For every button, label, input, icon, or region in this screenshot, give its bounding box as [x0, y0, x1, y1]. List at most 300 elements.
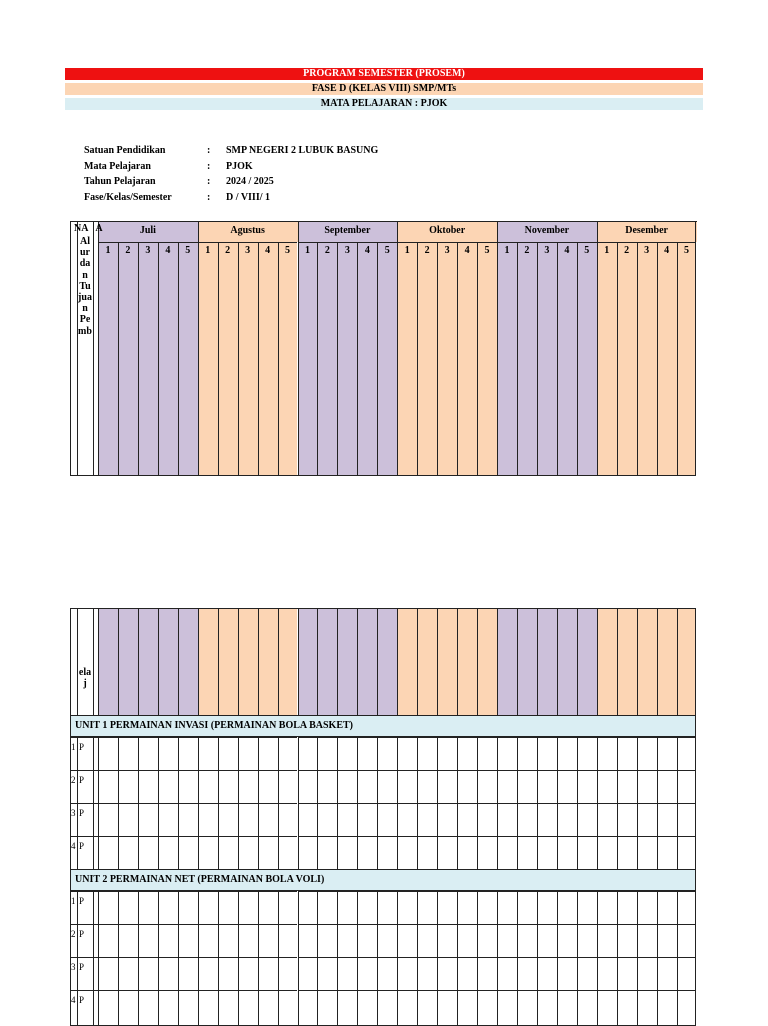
schedule-cell — [198, 990, 218, 1026]
week-label: 4 — [364, 245, 370, 256]
schedule-cell — [357, 957, 377, 990]
schedule-cell — [597, 770, 617, 803]
schedule-cell — [517, 990, 537, 1026]
schedule-cell — [118, 803, 138, 836]
week-label: 4 — [464, 245, 470, 256]
schedule-cell — [397, 803, 417, 836]
row-p-label: P — [79, 742, 85, 752]
schedule-cell — [537, 957, 557, 990]
alur-vertical-text: elaj — [78, 667, 92, 690]
week-column-cell — [298, 608, 318, 715]
schedule-cell — [278, 957, 298, 990]
page-title: PROGRAM SEMESTER (PROSEM) — [65, 68, 703, 80]
schedule-cell — [657, 737, 677, 770]
week-column-cell — [218, 242, 238, 475]
schedule-cell — [457, 924, 477, 957]
schedule-cell — [617, 770, 637, 803]
schedule-cell — [298, 891, 318, 924]
schedule-cell — [357, 737, 377, 770]
schedule-cell — [537, 990, 557, 1026]
schedule-cell — [417, 836, 437, 869]
schedule-cell — [238, 803, 258, 836]
unit-header-row: UNIT 2 PERMAINAN NET (PERMAINAN BOLA VOLI) — [70, 869, 696, 891]
schedule-cell — [178, 737, 198, 770]
week-column-cell — [198, 608, 218, 715]
schedule-cell — [477, 891, 497, 924]
schedule-cell — [317, 924, 337, 957]
schedule-cell — [557, 737, 577, 770]
schedule-cell — [437, 924, 457, 957]
week-column-cell — [657, 608, 677, 715]
schedule-cell — [577, 836, 597, 869]
week-label: 5 — [185, 245, 191, 256]
schedule-cell — [557, 990, 577, 1026]
week-column-cell — [258, 608, 278, 715]
schedule-cell — [118, 924, 138, 957]
schedule-cell — [258, 990, 278, 1026]
schedule-cell — [617, 803, 637, 836]
week-column-cell — [118, 608, 138, 715]
schedule-cell — [557, 836, 577, 869]
schedule-cell — [577, 770, 597, 803]
week-column-cell — [677, 242, 697, 475]
row-number: 1 — [71, 742, 76, 752]
schedule-cell — [298, 924, 318, 957]
row-p-label: P — [79, 808, 85, 818]
schedule-cell — [178, 924, 198, 957]
week-column-cell — [517, 242, 537, 475]
schedule-cell — [298, 737, 318, 770]
schedule-cell — [317, 957, 337, 990]
schedule-cell — [317, 891, 337, 924]
row-p-label: P — [79, 896, 85, 906]
schedule-cell — [238, 924, 258, 957]
schedule-cell — [637, 990, 657, 1026]
schedule-cell — [198, 737, 218, 770]
schedule-cell — [377, 891, 397, 924]
row-number: 3 — [71, 962, 76, 972]
schedule-cell — [497, 990, 517, 1026]
schedule-cell — [158, 737, 178, 770]
schedule-cell — [218, 737, 238, 770]
schedule-cell — [417, 957, 437, 990]
schedule-cell — [657, 803, 677, 836]
week-label: 4 — [165, 245, 171, 256]
week-label: 1 — [304, 245, 310, 256]
schedule-cell — [457, 836, 477, 869]
row-number: 2 — [71, 775, 76, 785]
schedule-cell — [218, 924, 238, 957]
schedule-cell — [597, 836, 617, 869]
week-column-cell — [597, 242, 617, 475]
week-label: 3 — [145, 245, 151, 256]
week-column-cell — [617, 608, 637, 715]
schedule-cell — [118, 770, 138, 803]
schedule-cell — [457, 990, 477, 1026]
schedule-cell — [377, 737, 397, 770]
schedule-cell — [158, 891, 178, 924]
week-column-cell — [158, 242, 178, 475]
schedule-cell — [617, 924, 637, 957]
week-column-cell — [457, 608, 477, 715]
schedule-cell — [577, 803, 597, 836]
schedule-cell — [357, 770, 377, 803]
week-column-cell — [417, 242, 437, 475]
schedule-cell — [138, 770, 158, 803]
schedule-cell — [98, 924, 118, 957]
week-column-cell — [298, 242, 318, 475]
schedule-cell — [278, 737, 298, 770]
schedule-cell — [258, 924, 278, 957]
schedule-cell — [138, 990, 158, 1026]
schedule-cell — [577, 990, 597, 1026]
schedule-cell — [98, 990, 118, 1026]
schedule-cell — [577, 957, 597, 990]
week-column-cell — [617, 242, 637, 475]
schedule-cell — [597, 990, 617, 1026]
schedule-cell — [437, 737, 457, 770]
week-column-cell — [317, 242, 337, 475]
schedule-cell — [278, 891, 298, 924]
week-column-cell — [477, 608, 497, 715]
week-label: 1 — [105, 245, 111, 256]
row-p-label: P — [79, 775, 85, 785]
week-column-cell — [637, 608, 657, 715]
schedule-cell — [637, 957, 657, 990]
schedule-cell — [138, 924, 158, 957]
schedule-cell — [138, 891, 158, 924]
schedule-cell — [437, 990, 457, 1026]
week-label: 3 — [344, 245, 350, 256]
schedule-cell — [497, 770, 517, 803]
schedule-cell — [557, 891, 577, 924]
info-value: PJOK — [226, 160, 253, 172]
schedule-cell — [457, 891, 477, 924]
week-column-cell — [497, 242, 517, 475]
schedule-cell — [517, 957, 537, 990]
week-column-cell — [397, 608, 417, 715]
schedule-cell — [597, 924, 617, 957]
schedule-cell — [218, 803, 238, 836]
schedule-cell — [577, 924, 597, 957]
schedule-cell — [537, 737, 557, 770]
week-column-cell — [657, 242, 677, 475]
schedule-cell — [637, 803, 657, 836]
schedule-cell — [677, 990, 697, 1026]
schedule-cell — [238, 737, 258, 770]
alur-vertical-text: Alur dan Tujuan Pemb — [78, 236, 92, 337]
schedule-cell — [357, 891, 377, 924]
schedule-cell — [258, 957, 278, 990]
row-number: 4 — [71, 841, 76, 851]
week-column-cell — [337, 242, 357, 475]
week-label: 3 — [444, 245, 450, 256]
schedule-cell — [537, 770, 557, 803]
info-value: SMP NEGERI 2 LUBUK BASUNG — [226, 145, 379, 156]
schedule-cell — [397, 891, 417, 924]
week-column-cell — [278, 242, 298, 475]
week-column-cell — [357, 608, 377, 715]
schedule-cell — [537, 803, 557, 836]
schedule-cell — [278, 803, 298, 836]
schedule-cell — [657, 891, 677, 924]
schedule-cell — [238, 770, 258, 803]
week-column-cell — [138, 608, 158, 715]
no-column-label: NA — [74, 223, 89, 234]
info-separator: : — [207, 145, 211, 156]
schedule-cell — [178, 891, 198, 924]
info-label: Mata Pelajaran — [84, 160, 151, 172]
schedule-cell — [417, 891, 437, 924]
schedule-cell — [298, 803, 318, 836]
schedule-cell — [178, 990, 198, 1026]
schedule-cell — [158, 924, 178, 957]
schedule-cell — [457, 803, 477, 836]
week-label: 3 — [644, 245, 650, 256]
schedule-cell — [238, 836, 258, 869]
schedule-cell — [397, 737, 417, 770]
schedule-cell — [397, 957, 417, 990]
schedule-cell — [198, 957, 218, 990]
schedule-cell — [617, 836, 637, 869]
schedule-cell — [657, 990, 677, 1026]
schedule-cell — [677, 770, 697, 803]
schedule-cell — [557, 770, 577, 803]
row-number: 3 — [71, 808, 76, 818]
schedule-cell — [337, 891, 357, 924]
row-p-label: P — [79, 929, 85, 939]
schedule-cell — [477, 737, 497, 770]
week-label: 1 — [404, 245, 410, 256]
schedule-cell — [477, 770, 497, 803]
schedule-cell — [437, 957, 457, 990]
row-number: 4 — [71, 995, 76, 1005]
schedule-cell — [98, 836, 118, 869]
schedule-cell — [377, 836, 397, 869]
week-label: 2 — [524, 245, 530, 256]
info-separator: : — [207, 191, 211, 203]
week-label: 5 — [684, 245, 690, 256]
week-column-cell — [537, 242, 557, 475]
week-column-cell — [337, 608, 357, 715]
week-column-cell — [417, 608, 437, 715]
schedule-cell — [118, 737, 138, 770]
schedule-cell — [158, 836, 178, 869]
week-column-cell — [238, 608, 258, 715]
week-label: 3 — [245, 245, 251, 256]
schedule-cell — [397, 770, 417, 803]
schedule-cell — [337, 836, 357, 869]
schedule-cell — [238, 957, 258, 990]
schedule-cell — [258, 770, 278, 803]
schedule-cell — [557, 924, 577, 957]
week-label: 4 — [664, 245, 670, 256]
week-label: 5 — [285, 245, 291, 256]
week-label: 5 — [584, 245, 590, 256]
schedule-cell — [98, 737, 118, 770]
schedule-cell — [477, 803, 497, 836]
schedule-cell — [637, 836, 657, 869]
week-column-cell — [158, 608, 178, 715]
schedule-cell — [317, 803, 337, 836]
week-label: 2 — [424, 245, 430, 256]
schedule-cell — [138, 957, 158, 990]
schedule-cell — [457, 770, 477, 803]
schedule-cell — [397, 990, 417, 1026]
schedule-cell — [98, 957, 118, 990]
month-label: Oktober — [429, 225, 466, 236]
schedule-cell — [298, 836, 318, 869]
schedule-cell — [357, 990, 377, 1026]
schedule-cell — [198, 770, 218, 803]
schedule-cell — [258, 891, 278, 924]
schedule-cell — [178, 770, 198, 803]
schedule-cell — [677, 803, 697, 836]
week-label: 5 — [384, 245, 390, 256]
schedule-cell — [657, 924, 677, 957]
schedule-cell — [377, 990, 397, 1026]
schedule-cell — [457, 737, 477, 770]
schedule-cell — [417, 924, 437, 957]
schedule-cell — [337, 957, 357, 990]
schedule-cell — [98, 803, 118, 836]
week-column-cell — [557, 608, 577, 715]
schedule-cell — [497, 924, 517, 957]
schedule-cell — [617, 891, 637, 924]
schedule-cell — [417, 770, 437, 803]
week-column-cell — [98, 242, 118, 475]
schedule-cell — [218, 891, 238, 924]
info-value: 2024 / 2025 — [226, 176, 274, 187]
schedule-cell — [158, 957, 178, 990]
schedule-cell — [517, 737, 537, 770]
week-label: 3 — [544, 245, 550, 256]
week-label: 4 — [265, 245, 271, 256]
schedule-cell — [258, 836, 278, 869]
week-column-cell — [537, 608, 557, 715]
schedule-cell — [357, 924, 377, 957]
schedule-cell — [118, 836, 138, 869]
row-p-label: P — [79, 841, 85, 851]
week-label: 2 — [125, 245, 131, 256]
schedule-cell — [377, 770, 397, 803]
schedule-cell — [377, 924, 397, 957]
week-column-cell — [138, 242, 158, 475]
schedule-cell — [477, 957, 497, 990]
week-column-cell — [637, 242, 657, 475]
schedule-cell — [218, 957, 238, 990]
week-column-cell — [198, 242, 218, 475]
week-column-cell — [98, 608, 118, 715]
schedule-cell — [158, 990, 178, 1026]
schedule-cell — [377, 957, 397, 990]
schedule-cell — [477, 924, 497, 957]
schedule-cell — [337, 770, 357, 803]
schedule-cell — [497, 737, 517, 770]
schedule-cell — [517, 924, 537, 957]
schedule-cell — [298, 770, 318, 803]
schedule-cell — [537, 836, 557, 869]
schedule-cell — [417, 990, 437, 1026]
week-column-cell — [557, 242, 577, 475]
schedule-cell — [657, 836, 677, 869]
month-label: Agustus — [230, 225, 265, 236]
schedule-cell — [158, 770, 178, 803]
schedule-cell — [677, 737, 697, 770]
schedule-cell — [557, 957, 577, 990]
schedule-cell — [437, 803, 457, 836]
schedule-cell — [178, 803, 198, 836]
schedule-cell — [517, 803, 537, 836]
schedule-cell — [597, 737, 617, 770]
schedule-cell — [437, 836, 457, 869]
schedule-cell — [537, 891, 557, 924]
schedule-cell — [477, 836, 497, 869]
week-column-cell — [457, 242, 477, 475]
schedule-cell — [677, 836, 697, 869]
week-column-cell — [477, 242, 497, 475]
row-p-label: P — [79, 962, 85, 972]
month-label: Juli — [139, 225, 156, 236]
row-number: 2 — [71, 929, 76, 939]
week-column-cell — [577, 242, 597, 475]
week-label: 5 — [484, 245, 490, 256]
schedule-cell — [278, 924, 298, 957]
week-column-cell — [238, 242, 258, 475]
week-label: 2 — [624, 245, 630, 256]
schedule-cell — [337, 924, 357, 957]
info-separator: : — [207, 160, 211, 172]
week-label: 4 — [564, 245, 570, 256]
phase-banner: FASE D (KELAS VIII) SMP/MTs — [65, 83, 703, 95]
schedule-cell — [198, 803, 218, 836]
week-column-cell — [437, 242, 457, 475]
schedule-cell — [178, 957, 198, 990]
schedule-cell — [397, 836, 417, 869]
schedule-cell — [597, 803, 617, 836]
week-column-cell — [357, 242, 377, 475]
schedule-cell — [497, 836, 517, 869]
info-label: Tahun Pelajaran — [84, 176, 156, 187]
schedule-cell — [637, 770, 657, 803]
week-column-cell — [118, 242, 138, 475]
info-separator: : — [207, 176, 211, 187]
info-value: D / VIII/ 1 — [226, 191, 270, 203]
schedule-cell — [317, 770, 337, 803]
schedule-cell — [677, 957, 697, 990]
schedule-cell — [278, 836, 298, 869]
schedule-cell — [617, 737, 637, 770]
schedule-cell — [298, 957, 318, 990]
schedule-cell — [198, 836, 218, 869]
schedule-cell — [477, 990, 497, 1026]
unit-header-row: UNIT 1 PERMAINAN INVASI (PERMAINAN BOLA BASKET) — [70, 715, 696, 737]
no-column-cell — [70, 608, 77, 715]
week-label: 1 — [504, 245, 510, 256]
schedule-cell — [118, 891, 138, 924]
schedule-cell — [517, 770, 537, 803]
week-column-cell — [437, 608, 457, 715]
week-column-cell — [258, 242, 278, 475]
week-column-cell — [497, 608, 517, 715]
month-label: September — [324, 225, 371, 236]
schedule-cell — [357, 836, 377, 869]
schedule-cell — [238, 990, 258, 1026]
schedule-cell — [98, 770, 118, 803]
schedule-cell — [637, 737, 657, 770]
schedule-cell — [437, 891, 457, 924]
info-label: Satuan Pendidikan — [84, 145, 166, 156]
